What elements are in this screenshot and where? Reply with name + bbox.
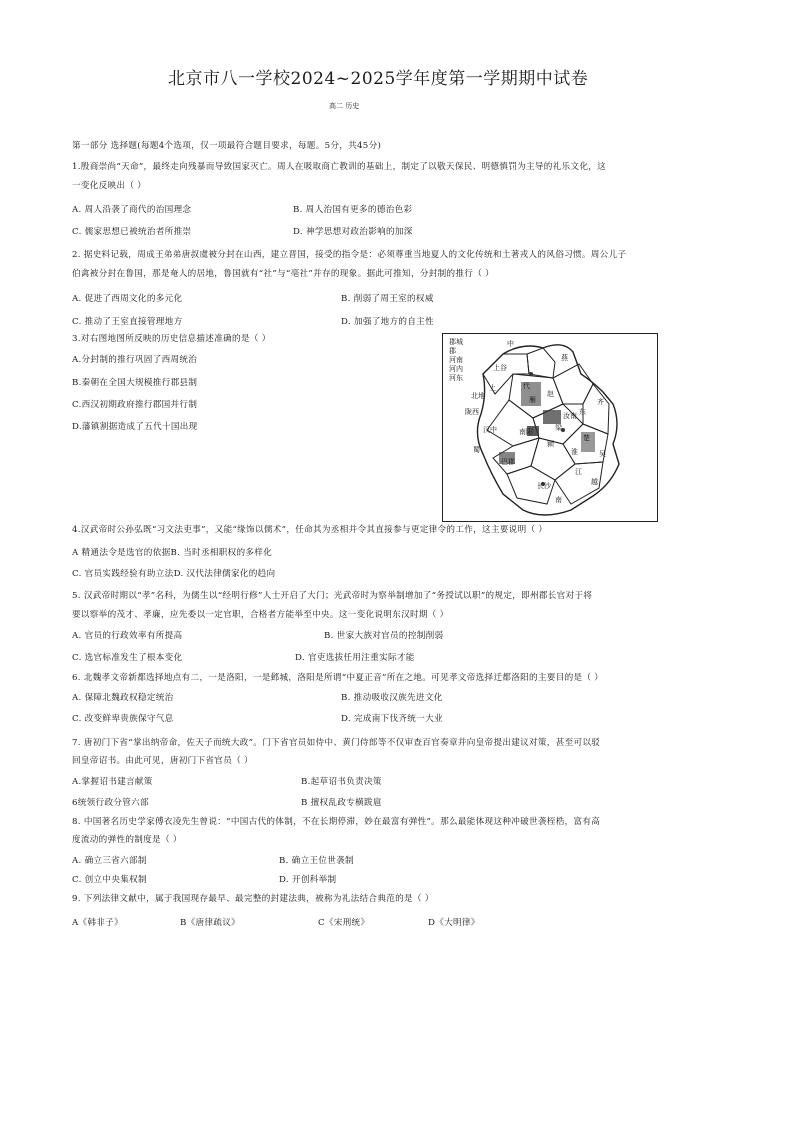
map-label: 江 — [575, 468, 582, 476]
map-label: 汉中 — [483, 426, 497, 434]
q7-option-a: A.掌握诏书建言献策 — [72, 777, 153, 787]
map-label: 燕 — [561, 354, 568, 362]
q6-option-c: C. 改变鲜卑贵族保守气息 — [72, 714, 174, 724]
map-legend-1: 郡 — [449, 347, 456, 355]
map-label: 淮 — [571, 448, 578, 456]
map-label: 代 — [523, 382, 530, 390]
map-label: 巴郡 — [501, 458, 515, 466]
q8-option-a: A. 确立三省六部制 — [72, 856, 147, 866]
map-label: 中 — [507, 340, 514, 348]
q5-stem-line2: 要以察举的茂才、孝廉，应先委以一定官职，合格者方能举至中央。这一变化说明东汉时期（ ） — [72, 610, 449, 620]
map-label: 东 — [579, 408, 586, 416]
q6-option-d: D. 完成南下伐齐统一大业 — [341, 714, 443, 724]
q3-stem: 3.对右图地图所反映的历史信息描述准确的是（ ） — [72, 334, 271, 344]
q1-stem-line1: 1.殷商崇尚“天命”，最终走向残暴而导致国家灭亡。周人在吸取商亡教训的基础上，制定了以敬天保民、明德慎罚为主导的礼乐文化，这 — [72, 162, 607, 172]
q3-option-b: B.秦朝在全国大规模推行郡县制 — [72, 378, 198, 388]
q1-option-a: A. 周人沿袭了商代的治国理念 — [72, 205, 192, 215]
q4-stem: 4.汉武帝时公孙弘既“习文法吏事”，又能“缘饰以儒术”，任命其为丞相并令其直接参与更定律令的工作，这主要说明（ ） — [72, 525, 548, 535]
q2-option-c: C. 推动了王室直接管理地方 — [72, 317, 183, 327]
q9-option-d: D《大明律》 — [428, 918, 480, 928]
q8-option-b: B. 确立王位世袭制 — [279, 856, 354, 866]
q7-option-c: 6统领行政分管六部 — [72, 798, 149, 808]
map-label: 南 — [555, 496, 562, 504]
q5-option-b: B. 世家大族对官员的控制削弱 — [324, 631, 444, 641]
q6-option-b: B. 推动吸收汉族先进文化 — [341, 693, 443, 703]
page-title: 北京市八一学校2024~2025学年度第一学期期中试卷 — [168, 69, 589, 89]
q1-option-b: B. 周人治国有更多的德治色彩 — [293, 205, 413, 215]
map-label: 上谷 — [493, 364, 507, 372]
q3-option-d: D.藩镇割据造成了五代十国出现 — [72, 422, 198, 432]
map-legend-2: 河南 — [449, 356, 463, 364]
q8-option-c: C. 创立中央集权制 — [72, 875, 147, 885]
map-label: 吴 — [599, 450, 606, 458]
q8-stem-line1: 8. 中国著名历史学家傅衣凌先生曾说：“中国古代的体制，不在长期停滞，妙在最富有弹性”。那么最能体现这种冲破世袭桎梏，富有高 — [72, 817, 601, 827]
map-label: 颍 — [547, 440, 554, 448]
map-label: 长沙 — [537, 482, 551, 490]
q4-options-line2: C. 官员实践经验有助立法D. 汉代法律儒家化的趋向 — [72, 569, 276, 579]
map-drawing — [443, 334, 657, 521]
q7-option-d: B 擅权乱政专横跋扈 — [301, 798, 382, 808]
map-label: 汝南 — [563, 412, 577, 420]
q2-option-b: B. 削弱了周王室的权威 — [341, 294, 434, 304]
q6-option-a: A. 保障北魏政权稳定统治 — [72, 693, 174, 703]
q7-stem-line2: 回皇帝诏书。由此可见，唐初门下省官员（ ） — [72, 756, 253, 766]
q9-option-c: C《宋刑统》 — [318, 918, 370, 928]
q5-option-d: D. 官吏选拔任用注重实际才能 — [295, 653, 415, 663]
q2-option-a: A. 促进了西周文化的多元化 — [72, 294, 183, 304]
q2-stem-line2: 伯禽被分封在鲁国，那是奄人的居地，鲁国就有“社”与“亳社”并存的现象。据此可推知，分封制的推行（ ） — [72, 269, 495, 279]
q3-option-c: C.西汉初期政府推行郡国并行制 — [72, 400, 198, 410]
q5-stem-line1: 5. 汉武帝时期以“孝”名科，为儒生以“经明行修”人士开启了大门；光武帝时为察举制增加了“务授试以职”的规定，即州郡长官对于将 — [72, 591, 593, 601]
map-label: 赵 — [547, 390, 554, 398]
q7-stem-line1: 7. 唐初门下省“掌出纳帝命，佐天子而统大政”。门下省官员如侍中、黄门侍郎等不仅审查百官奏章并向皇帝提出建议对策，甚至可以驳 — [72, 738, 601, 748]
subject-label: 高二 历史 — [329, 102, 360, 110]
q7-option-b: B.起草诏书负责决策 — [301, 777, 382, 787]
q1-option-c: C. 儒家思想已被统治者所推崇 — [72, 227, 192, 237]
q9-stem: 9. 下列法律文献中，属于我国现存最早、最完整的封建法典，被称为礼法结合典范的是（ ） — [72, 894, 434, 904]
q5-option-c: C. 选官标准发生了根本变化 — [72, 653, 183, 663]
q4-options-line1: A 精通法令是选官的依据B. 当时丞相职权的多样化 — [72, 548, 273, 558]
map-label: 北地 — [471, 392, 485, 400]
map-legend-3: 河内 — [449, 365, 463, 373]
q1-option-d: D. 神学思想对政治影响的加深 — [293, 227, 413, 237]
han-dynasty-map — [442, 333, 658, 522]
q5-option-a: A. 官员的行政效率有所提高 — [72, 631, 183, 641]
q9-option-a: A《韩非子》 — [72, 918, 123, 928]
q2-stem-line1: 2. 据史料记载，周成王弟弟唐叔虞被分封在山西，建立晋国，接受的指令是：必须尊重当地夏人的文化传统和土著戎人的风俗习惯。周公儿子 — [72, 250, 627, 260]
map-legend-4: 河东 — [449, 374, 463, 382]
map-label: 南阳 — [519, 428, 533, 436]
q9-option-b: B《唐律疏议》 — [180, 918, 240, 928]
map-label: 梁 — [555, 424, 562, 432]
map-label: 楚 — [583, 434, 590, 442]
section-heading: 第一部分 选择题(每题4个选项，仅一项最符合题目要求，每题。5分，共45分) — [72, 141, 382, 151]
map-label: 雁 — [529, 396, 536, 404]
map-label: 陇西 — [465, 408, 479, 416]
q6-stem: 6. 北魏孝文帝新都选择地点有二，一是洛阳，一是邺城，洛阳是所谓“中夏正音”所在之地。可见孝文帝选择迁都洛阳的主要目的是（ ） — [72, 673, 604, 683]
map-label: 越 — [591, 478, 598, 486]
map-label: 蜀 — [473, 446, 480, 454]
q3-option-a: A.分封制的推行巩固了西周统治 — [72, 355, 198, 365]
q8-stem-line2: 度流动的弹性的制度是（ ） — [72, 835, 182, 845]
map-label: 上 — [489, 384, 496, 392]
q2-option-d: D. 加强了地方的自主性 — [341, 317, 434, 327]
map-label: 齐 — [597, 398, 604, 406]
q1-stem-line2: 一变化反映出（ ） — [72, 181, 147, 191]
map-legend-0: 郡城 — [449, 338, 463, 346]
q8-option-d: D. 开创科举制 — [279, 875, 337, 885]
